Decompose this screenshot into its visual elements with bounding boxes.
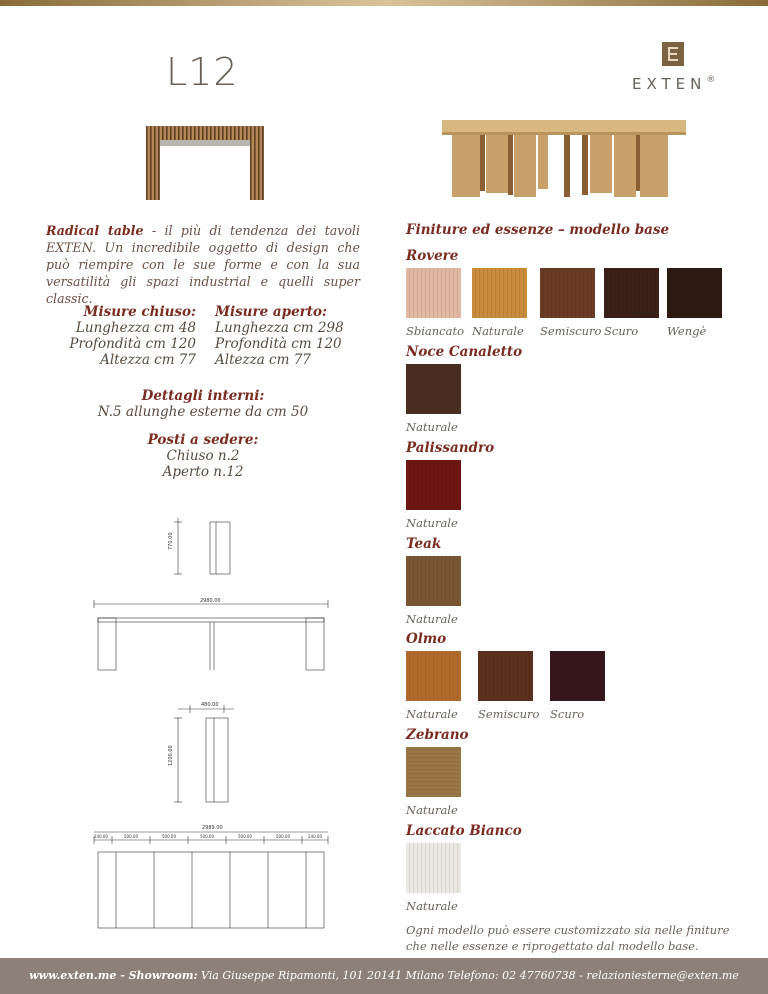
measures-open-height: Altezza cm 77 [215, 352, 311, 368]
finish-swatch [604, 268, 659, 318]
finishes-title: Finiture ed essenze – modello base [406, 222, 670, 238]
dim-seg-5: 500.00 [238, 834, 252, 839]
finish-group-title: Teak [406, 536, 442, 552]
finish-group-title: Palissandro [406, 440, 495, 456]
measures-open-length: Lunghezza cm 298 [215, 320, 344, 336]
finish-swatch [550, 651, 605, 701]
product-photo-open [442, 118, 686, 200]
logo-brand-text: EXTEN [632, 75, 707, 93]
details-title: Dettagli interni: [141, 388, 265, 404]
intro-text [46, 222, 360, 307]
finish-swatch [478, 651, 533, 701]
details-block [46, 388, 360, 420]
finish-group-title: Rovere [406, 248, 459, 264]
footer-showroom-label: - Showroom: [116, 969, 198, 982]
customization-note: Ogni modello può essere customizzato sia nelle finiture che nelle essenze e riprogettato dal modello base. [406, 923, 730, 953]
finish-group-title: Olmo [406, 631, 447, 647]
finish-swatch-label: Naturale [472, 324, 524, 338]
product-photo-closed [142, 124, 267, 204]
finish-swatch-label: Naturale [406, 612, 458, 626]
finish-group-title: Zebrano [406, 727, 469, 743]
finish-swatch-label: Naturale [406, 516, 458, 530]
seats-block [46, 432, 360, 480]
dim-seg-7: 240.00 [308, 834, 322, 839]
finish-swatch-label: Semiscuro [478, 707, 540, 721]
seats-open: Aperto n.12 [162, 464, 244, 480]
finish-swatch-label: Naturale [406, 899, 458, 913]
finish-swatch [406, 843, 461, 893]
measures-closed-depth: Profondità cm 120 [69, 336, 196, 352]
finish-swatch-label: Scuro [604, 324, 639, 338]
measures-open-depth: Profondità cm 120 [215, 336, 342, 352]
dim-seg-6: 500.00 [276, 834, 290, 839]
finish-group-title: Noce Canaletto [406, 344, 523, 360]
intro-lead: Radical table [46, 223, 144, 238]
finish-swatch [667, 268, 722, 318]
dim-seg-2: 500.00 [124, 834, 138, 839]
logo-mark-icon [662, 42, 684, 66]
measures-closed [60, 304, 196, 368]
measures-closed-height: Altezza cm 77 [100, 352, 196, 368]
finish-swatch-label: Naturale [406, 420, 458, 434]
details-text: N.5 allunghe esterne da cm 50 [97, 404, 309, 420]
dim-open-length: 2980.00 [200, 598, 221, 604]
logo-registered: ® [706, 75, 716, 85]
technical-drawing [46, 494, 360, 934]
top-decorative-bar [0, 0, 768, 6]
finish-swatch [406, 460, 461, 510]
measures-open [215, 304, 375, 368]
exten-logo [632, 42, 722, 102]
finish-swatch [540, 268, 595, 318]
dim-seg-4: 500.00 [200, 834, 214, 839]
dim-closed-length: 480.00 [201, 702, 219, 708]
finish-swatch-label: Sbiancato [406, 324, 465, 338]
measures-closed-length: Lunghezza cm 48 [75, 320, 196, 336]
finish-swatch-label: Naturale [406, 707, 458, 721]
footer-site[interactable]: www.exten.me [29, 969, 117, 982]
finish-swatch [472, 268, 527, 318]
finish-swatch [406, 364, 461, 414]
seats-title: Posti a sedere: [147, 432, 259, 448]
finish-swatch-label: Semiscuro [540, 324, 602, 338]
finish-swatch-label: Scuro [550, 707, 585, 721]
finish-swatch [406, 747, 461, 797]
measures-open-title: Misure aperto: [215, 304, 328, 320]
seats-closed: Chiuso n.2 [166, 448, 240, 464]
footer-address: Via Giuseppe Ripamonti, 101 20141 Milano Telefono: 02 47760738 - relazioniesterne@exten.me [197, 969, 739, 982]
dim-depth: 1200.00 [168, 745, 174, 766]
intro-body: - il più di tendenza dei tavoli EXTEN. Un incredibile oggetto di design che può riempire con le sue forme e con la sua versatilità gli spazi industrial e quelli super classic. [46, 223, 360, 306]
model-title: L12 [166, 50, 239, 94]
measures-closed-title: Misure chiuso: [83, 304, 196, 320]
footer [0, 958, 768, 994]
dim-seg-3: 500.00 [162, 834, 176, 839]
finish-swatch [406, 268, 461, 318]
finish-swatch-label: Naturale [406, 803, 458, 817]
dim-closed-height: 770.00 [168, 532, 174, 550]
finish-group-title: Laccato Bianco [406, 823, 522, 839]
dim-seg-1: 240.00 [94, 834, 108, 839]
finish-swatch [406, 651, 461, 701]
finish-swatch-label: Wengè [667, 324, 707, 338]
dim-open-total: 2989.00 [202, 825, 223, 831]
finish-swatch [406, 556, 461, 606]
